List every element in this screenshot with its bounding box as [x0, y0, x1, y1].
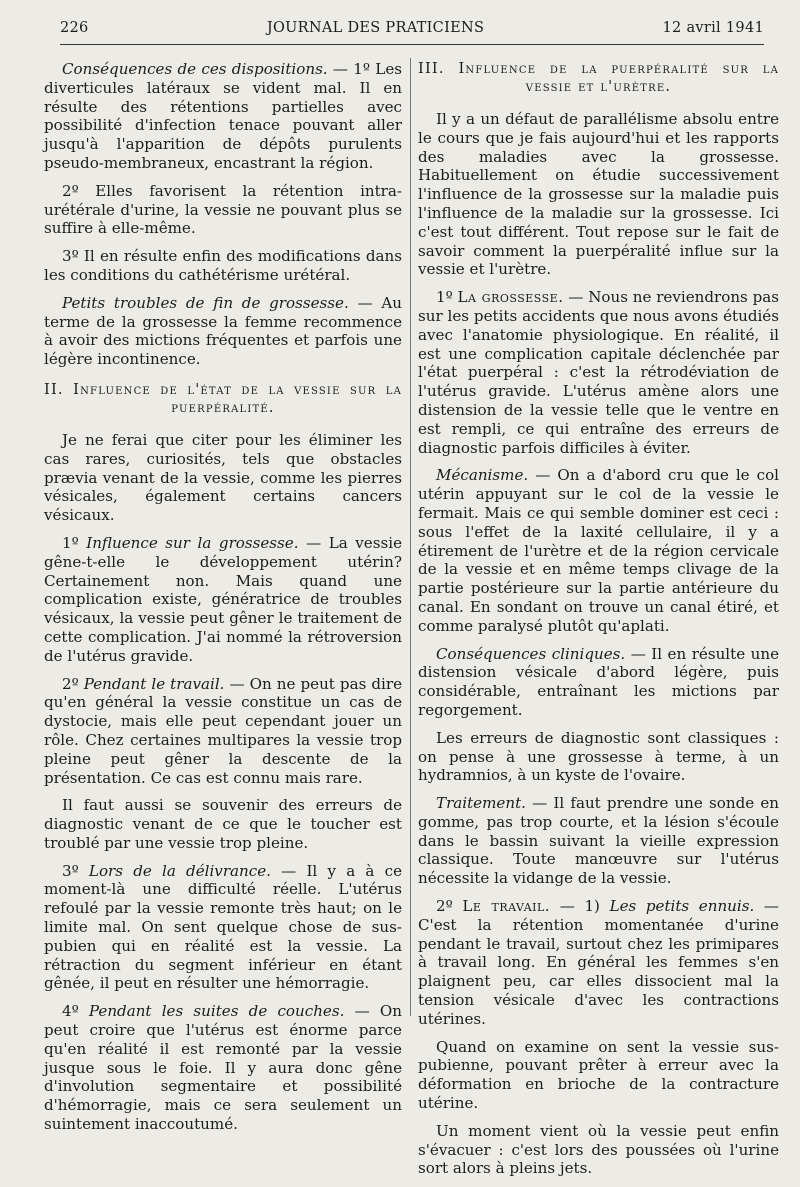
item-number: 1º	[62, 533, 87, 552]
running-header	[60, 20, 764, 42]
paragraph-lead: Mécanisme.	[436, 466, 529, 485]
section-heading: II. Influence de l'état de la vessie sur la puerpéralité.	[44, 380, 402, 416]
item-number: 3º	[62, 861, 89, 880]
paragraph	[44, 294, 402, 369]
paragraph-lead: Pendant le travail.	[83, 674, 225, 693]
paragraph	[44, 60, 402, 173]
paragraph-text: — C'est la rétention momentanée d'urine pendant le travail, surtout chez les primipares à travail long. En général les femmes s'en plaignent peu, car elles dissocient mal la tension vésicale d'avec les contractions utérines.	[418, 897, 779, 1028]
paragraph: 3º Il en résulte enfin des modifications dans les conditions du cathétérisme urétéral.	[44, 247, 402, 284]
paragraph	[44, 534, 402, 666]
column-divider	[410, 58, 411, 1016]
paragraph-lead: Traitement.	[436, 794, 526, 813]
right-column	[418, 60, 779, 1187]
paragraph-lead: Influence sur la grossesse.	[86, 533, 299, 552]
paragraph-connector: — 1)	[550, 897, 610, 916]
item-number: 1º	[436, 288, 458, 307]
paragraph-lead: Conséquences de ces dispositions.	[62, 60, 328, 78]
page-number: 226	[60, 20, 89, 36]
section-heading: III. Influence de la puerpéralité sur la vessie et l'urètre.	[418, 60, 779, 95]
item-number: 2º	[62, 674, 84, 693]
paragraph-lead: Petits troubles de fin de grossesse.	[62, 293, 349, 312]
paragraph	[418, 466, 779, 635]
issue-date: 12 avril 1941	[662, 20, 764, 36]
paragraph: Je ne ferai que citer pour les éliminer les cas rares, curiosités, tels que obstacles prævia venant de la vessie, comme les pierres vésicales, également certains cancers vésicaux.	[44, 430, 402, 525]
paragraph-lead: La grossesse.	[457, 288, 564, 307]
paragraph-lead: Conséquences cliniques.	[436, 644, 626, 663]
paragraph	[418, 288, 779, 457]
paragraph-text: — La vessie gêne-t-elle le développement utérin? Certainement non. Mais quand une complication existe, génératrice de troubles vésicaux, la vessie peut gêner le traitement de cette complication. J'ai nommé la rétroversion de l'utérus gravide.	[44, 533, 402, 665]
paragraph: Il y a un défaut de parallélisme absolu entre le cours que je fais aujourd'hui et les rapports des maladies avec la grossesse. Habituellement on étudie successivement l'influence de la grossesse sur la maladie puis l'influence de la maladie sur la grossesse. Ici c'est tout différent. Tout repose sur le fait de savoir comment la puerpéralité influe sur la vessie et l'urètre.	[418, 110, 779, 279]
paragraph	[418, 897, 779, 1029]
paragraph	[418, 794, 779, 888]
paragraph-text: — On a d'abord cru que le col utérin appuyant sur le col de la vessie le fermait. Mais ce qui semble dominer est ceci : sous l'effet de la laxité cellulaire, il y a étirement de l'urètre et de la région cervicale de la vessie et en même temps clivage de la partie postérieure sur la partie antérieure du canal. En sondant on trouve un canal étiré, et comme paralysé plutôt qu'aplati.	[418, 466, 779, 635]
paragraph-text: — Nous ne reviendrons pas sur les petits accidents que nous avons étudiés avec l'anatomie physiologique. En réalité, il est une complication capitale déclenchée par l'état puerpéral : c'est la rétrodéviation de l'utérus gravide. L'utérus amène alors une distension de la vessie telle que le ventre en est rempli, ce qui entraîne des erreurs de diagnostic parfois difficiles à éviter.	[418, 288, 780, 457]
item-number: 4º	[62, 1002, 89, 1021]
paragraph	[44, 862, 402, 994]
paragraph: Quand on examine on sent la vessie sus-pubienne, pouvant prêter à erreur avec la déformation en brioche de la contracture utérine.	[418, 1037, 779, 1113]
left-column	[44, 60, 402, 1143]
paragraph-text: — 1º Les diverticules latéraux se vident mal. Il en résulte des rétentions partielles avec possibilité d'infection tenace pouvant aller jusqu'à l'apparition de dépôts purulents pseudo-membraneux, encastrant la région.	[44, 60, 402, 172]
paragraph-text: — Il faut prendre une sonde en gomme, pas trop courte, et la lésion s'écoule dans le bassin suivant la vieille expression classique. Toute manœuvre sur l'utérus nécessite la vidange de la vessie.	[418, 794, 779, 888]
paragraph: Il faut aussi se souvenir des erreurs de diagnostic venant de ce que le toucher est troublé par une vessie trop pleine.	[44, 796, 402, 852]
paragraph-text: — On ne peut pas dire qu'en général la vessie constitue un cas de dystocie, mais elle peut cependant jouer un rôle. Chez certaines multipares la vessie trop pleine peut gêner la descente de la présentation. Ce cas est connu mais rare.	[44, 674, 402, 787]
paragraph-text: — Il y a à ce moment-là une difficulté réelle. L'utérus refoulé par la vessie remonte très haut; on le limite mal. On sent quelque chose de sus-pubien qui en réalité est la vessie. La rétraction du segment inférieur en étant gênée, il peut en résulter une hémorragie.	[44, 861, 403, 993]
paragraph-lead: Les petits ennuis.	[609, 897, 755, 916]
paragraph-text: — Au terme de la grossesse la femme recommence à avoir des mictions fréquentes et parfois une légère incontinence.	[44, 293, 403, 369]
paragraph: Un moment vient où la vessie peut enfin s'évacuer : c'est lors des poussées où l'urine sort alors à pleins jets.	[418, 1121, 779, 1178]
paragraph-lead-smallcaps: Le travail.	[462, 897, 551, 916]
paragraph	[418, 645, 779, 720]
paragraph-text: — Il en résulte une distension vésicale d'abord légère, puis considérable, entraînant les mictions par regorgement.	[418, 644, 779, 719]
item-number: 2º	[436, 897, 463, 916]
paragraph	[44, 1002, 402, 1134]
header-rule	[60, 44, 764, 45]
paragraph: 2º Elles favorisent la rétention intra-urétérale d'urine, la vessie ne pouvant plus se suffire à elle-même.	[44, 181, 402, 238]
paragraph: Les erreurs de diagnostic sont classiques : on pense à une grossesse à terme, à un hydramnios, à un kyste de l'ovaire.	[418, 728, 779, 785]
paragraph	[44, 675, 402, 788]
paragraph-lead: Lors de la délivrance.	[88, 861, 271, 880]
journal-title: JOURNAL DES PRATICIENS	[266, 20, 485, 36]
paragraph-lead: Pendant les suites de couches.	[88, 1002, 345, 1021]
paragraph-text: — On peut croire que l'utérus est énorme parce qu'en réalité il est remonté par la vessie jusque sous le foie. Il y aura donc gêne d'involution segmentaire et possibilité d'hémorragie, mais ce sera seulement un suintement inaccoutumé.	[44, 1002, 402, 1134]
